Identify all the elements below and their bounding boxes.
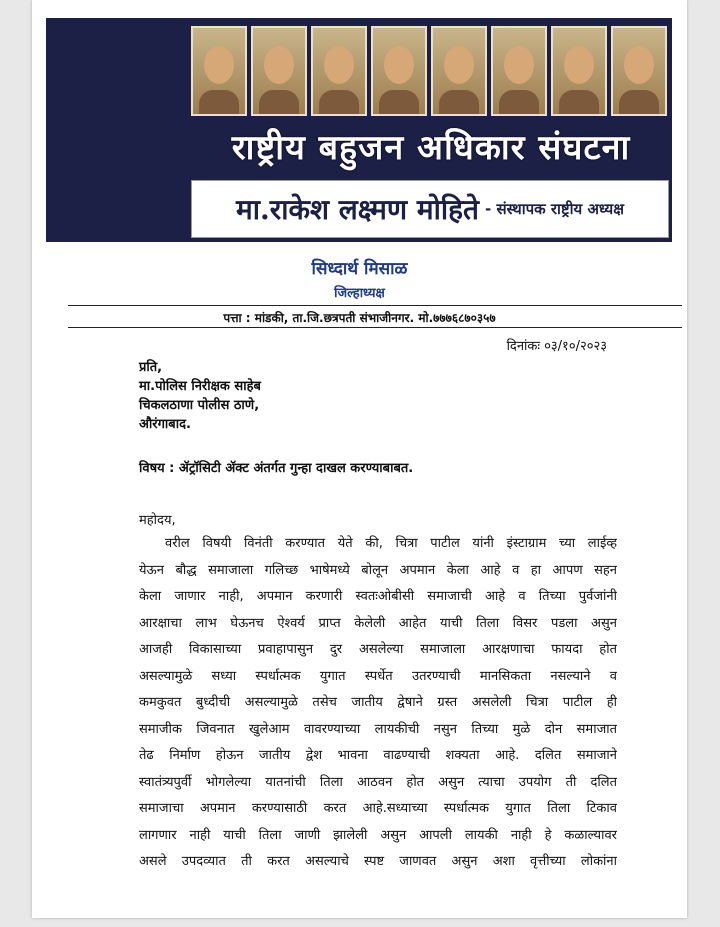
body-line: असल्यामुळे सध्या स्पर्धात्मक युगात स्पर्धेत उतरण्याची मानसिकता नसल्याने व [139,668,617,684]
body-line: असले उपदव्यात ती करत असल्याचे स्पष्ट जाणवत असुन अशा वृत्तीच्या लोकांना [139,854,617,869]
recipient-line: औरंगाबाद. [139,417,191,432]
founder-name: मा.राकेश लक्ष्मण मोहिते [236,193,479,226]
portrait-image [251,26,307,116]
divider-top [68,305,682,306]
letter-page [32,0,687,918]
body-line: वरील विषयी विनंती करण्यात येते की, चित्रा पाटील यांनी इंस्टाग्राम च्या लाईव्ह [165,536,617,551]
body-line: लागणार नाही याची तिला जाणी झालेली असुन आपली लायकी नाही हे कळाल्यावर [139,827,617,843]
divider-bottom [68,327,682,328]
body-line: समाजीक जिवनात खुलेआम वावरण्याच्या लायकीची नसुन तिच्या मुळे दोन समाजात [139,721,617,737]
body-line: कमकुवत बुध्दीची असल्यामुळे तसेच जातीय द्वेषाने ग्रस्त असलेली चित्रा पाटील ही [139,695,617,710]
body-line: आरक्षाचा लाभ घेऊनच ऐश्वर्य प्राप्त केलेली आहेत याची तिला विसर पडला असुन [139,615,617,631]
portrait-image [371,26,427,116]
portrait-image [191,26,247,116]
portrait-image [431,26,487,116]
portrait-image [611,26,667,116]
organization-title: राष्ट्रीय बहुजन अधिकार संघटना [231,128,631,168]
letter-body [139,531,617,876]
salutation: महोदय, [139,513,176,528]
sender-title: जिल्हाध्यक्ष [334,286,385,301]
letter-subject: विषय : ॲट्रॉसिटी ॲक्ट अंतर्गत गुन्हा दाखल करण्याबाबत. [139,461,414,476]
portrait-image [311,26,367,116]
body-line: समाजाचा अपमान करण्यासाठी करत आहे.सध्याच्या स्पर्धात्मक युगात तिला टिकाव [139,801,617,816]
founder-box [191,180,669,238]
portrait-image [551,26,607,116]
portrait-image [491,26,547,116]
recipient-line: चिकलठाणा पोलीस ठाणे, [139,398,260,413]
body-line: केला जाणार नाही, अपमान करणारी स्वतःओबीसी समाजाची आहे व तिच्या पुर्वजांनी [139,589,617,604]
portrait-strip [191,26,667,116]
recipient-line: मा.पोलिस निरीक्षक साहेब [139,379,261,394]
body-line: तेढ निर्माण होऊन जातीय द्वेश भावना वाढण्याची शक्यता आहे. दलित समाजाने [139,748,617,763]
founder-role: - संस्थापक राष्ट्रीय अध्यक्ष [485,200,624,218]
body-line: स्वातंत्र्यपुर्वी भोगलेल्या यातनांची तिला आठवन होत असुन त्याचा उपयोग ती दलित [139,774,617,790]
body-line: येऊन बौद्ध समाजाला गलिच्छ भाषेमध्ये बोलून अपमान केला आहे व हा आपण सहन [139,562,617,578]
sender-address: पत्ता : मांडकी, ता.जि.छत्रपती संभाजीनगर. मो.७७७६८७०३५७ [223,311,496,325]
recipient-block [139,358,261,434]
recipient-line: प्रति, [139,360,163,375]
letter-date: दिनांकः ०३/१०/२०२३ [506,339,607,354]
body-line: आजही विकासाच्या प्रवाहापासुन दुर असलेल्या समाजाला आरक्षणाचा फायदा होत [139,642,617,657]
sender-name: सिध्दार्थ मिसाळ [311,259,408,279]
letterhead-banner [46,18,672,242]
